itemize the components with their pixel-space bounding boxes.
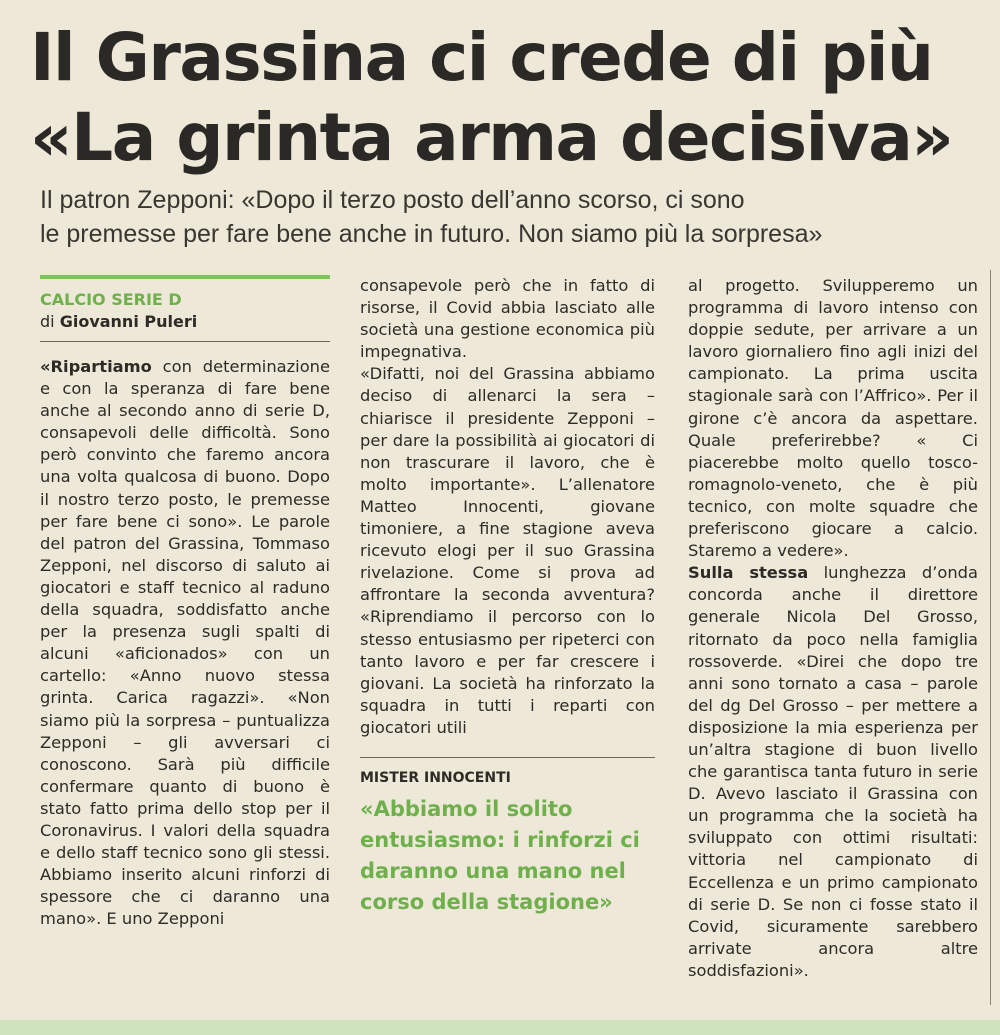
article-column-1: [40, 275, 330, 930]
paragraph-text: con determinazione e con la speranza di fare bene anche al secondo anno di serie D, consapevoli delle difficoltà. Sono però convinto che faremo ancora una volta qualcosa di buono. Dopo il nostro terzo posto, le premesse per fare bene ci sono». Le parole del patron del Grassina, Tommaso Zepponi, nel discorso di saluto ai giocatori e staff tecnico al raduno della squadra, soddisfatto anche per la presenza sugli spalti di alcuni «aficionados» con un cartello: «Anno nuovo stessa grinta. Carica ragazzi». «Non siamo più la sorpresa – puntualizza Zepponi – gli avversari ci conoscono. Sarà più difficile confermare quanto di buono è stato fatto prima dello stop per il Coronavirus. I valori della squadra e dello staff tecnico sono gli stessi. Abbiamo inserito alcuni rinforzi di spessore che ci daranno una mano». E uno Zepponi: [40, 357, 330, 929]
subheadline: [40, 183, 980, 251]
pull-quote-label: MISTER INNOCENTI: [360, 769, 511, 786]
divider: [40, 341, 330, 342]
lead-in: Sulla stessa: [688, 563, 809, 583]
paragraph: consapevole però che in fatto di risorse, il Covid abbia lasciato alle società una gestione economica più impegnativa.: [360, 276, 655, 362]
byline-author: Giovanni Puleri: [59, 312, 198, 331]
subheadline-line-2: le premesse per fare bene anche in futuro. Non siamo più la sorpresa»: [40, 220, 823, 248]
paragraph: al progetto. Svilupperemo un programma di lavoro intenso con doppie sedute, per arrivare a un lavoro giornaliero fino agli inizi del campionato. La prima uscita stagionale sarà con l’Affrico». Per il girone c’è ancora da aspettare. Quale preferirebbe? « Ci piacerebbe molto quello tosco-romagnolo-veneto, che è più tecnico, con molte squadre che preferiscono giocare a calcio. Staremo a vedere».: [688, 276, 978, 561]
section-label: CALCIO SERIE D: [40, 290, 182, 309]
paragraph: [688, 562, 978, 982]
subheadline-line-1: Il patron Zepponi: «Dopo il terzo posto dell’anno scorso, ci sono: [40, 186, 745, 214]
byline-prefix: di: [40, 312, 55, 331]
pull-quote: «Abbiamo il solito entusiasmo: i rinforzi ci daranno una mano nel corso della stagione»: [360, 796, 640, 914]
article-column-3: [688, 275, 978, 982]
headline-line-2: «La grinta arma decisiva»: [30, 99, 953, 176]
paragraph: «Difatti, noi del Grassina abbiamo deciso di allenarci la sera – chiarisce il presidente Zepponi – per dare la possibilità ai giocatori di non trascurare il lavoro, che è molto importante». L’allenatore Matteo Innocenti, giovane timoniere, a fine stagione aveva ricevuto elogi per il suo Grassina rivelazione. Come si prova ad affrontare la seconda avventura? «Riprendiamo il percorso con lo stesso entusiasmo per ripeterci con tanto lavoro e per far crescere i giovani. La società ha rinforzato la squadra in tutti i reparti con giocatori utili: [360, 364, 655, 737]
section-accent-bar: [40, 275, 330, 279]
lead-in: «Ripartiamo: [40, 357, 152, 376]
divider: [360, 757, 655, 758]
byline: [40, 311, 330, 333]
headline-line-1: Il Grassina ci crede di più: [30, 19, 933, 96]
column-rule: [990, 270, 991, 1005]
paragraph-text: lunghezza d’onda concorda anche il direttore generale Nicola Del Grosso, ritornato da poco nella famiglia rossoverde. «Direi che dopo tre anni sono tornato a casa – parole del dg Del Grosso – per mettere a disposizione la mia esperienza per un’altra stagione di buon livello che garantisca tanta futuro in serie D. Avevo lasciato il Grassina con un programma che la società ha sviluppato con ottimi risultati: vittoria nel campionato di Eccellenza e un primo campionato di serie D. Se non ci fosse stato il Covid, sicuramente sarebbero arrivate ancora altre soddisfazioni».: [688, 563, 978, 980]
bottom-strip: [0, 1020, 1000, 1035]
paragraph: [40, 356, 330, 930]
article-column-2: [360, 275, 655, 918]
headline: [30, 18, 990, 178]
